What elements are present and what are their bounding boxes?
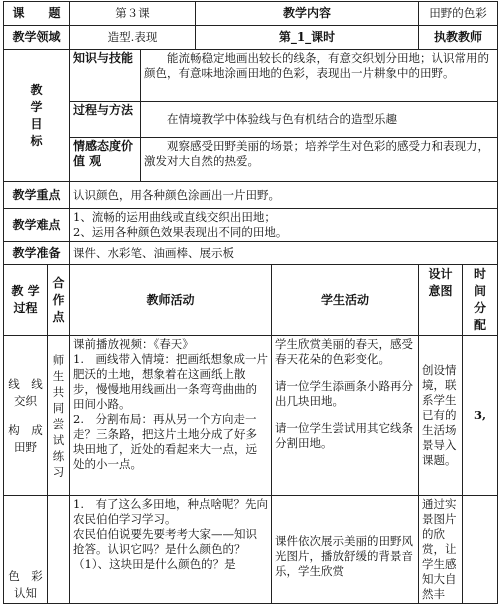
col-header-cooperation-text: 合 作 点 xyxy=(52,275,65,324)
col-header-process-text: 教 学 过程 xyxy=(11,284,40,315)
row1-process-line: 线 线 xyxy=(8,376,43,391)
preparation-text: 课件、水彩笔、油画棒、展示板 xyxy=(70,242,498,265)
objectives-label-text: 教 学 目 标 xyxy=(30,82,43,148)
objectives-label xyxy=(4,50,70,182)
row1-student-gap xyxy=(275,409,415,421)
objective-emotion-text: 观察感受田野美丽的场景；培养学生对色彩的感受力和表现力，激发对大自然的热爱。 xyxy=(141,138,498,182)
row2-process xyxy=(4,496,48,604)
lesson-value: 第３课 xyxy=(70,2,196,26)
col-header-time-text: 时 间 分 配 xyxy=(473,267,486,332)
col-header-design xyxy=(419,265,463,336)
row2-teacher-line: 农民伯伯说要先要考考大家——知识抢答。认识它吗？是什么颜色的？ xyxy=(73,527,257,556)
row1-teacher-line: 2. 分割布局：再从另一个方向走一走？三条路，把这片土地分成了好多块田地了，近处的看起来大一点，远处的小一点。 xyxy=(73,412,257,471)
difficulties-text xyxy=(70,209,498,242)
row1-process-gap xyxy=(7,410,44,422)
row2-process-line: 认知 xyxy=(14,586,37,600)
row1-student-line: 请一位学生尝试用其它线条分割田地。 xyxy=(275,421,413,450)
field-value: 造型.表现 xyxy=(70,26,196,50)
row1-student-gap xyxy=(275,367,415,379)
col-header-design-text: 设计 意图 xyxy=(428,267,453,298)
objective-process-text: 在情境教学中体验线与色有机结合的造型乐趣 xyxy=(141,102,498,138)
key-points-text: 认识颜色，用各种颜色涂画出一片田野。 xyxy=(70,182,498,209)
row1-teacher-line: 1. 画线带入情境：把画纸想象成一片肥沃的土地，想象着在这画纸上散步，慢慢地用线画出一条弯弯曲曲的田间小路。 xyxy=(73,352,268,411)
row1-student-line: 请一位学生添画条小路再分出几块田地。 xyxy=(275,379,413,408)
row2-student-line: 课件依次展示美丽的田野风光图片，播放舒缓的背景音乐，学生欣赏 xyxy=(275,534,413,578)
row1-time: 3, xyxy=(463,336,498,496)
row2-teacher xyxy=(70,496,272,604)
row2-time xyxy=(463,496,498,604)
period-value: 第_1_课时 xyxy=(196,26,419,50)
field-label: 教学领域 xyxy=(4,26,70,50)
difficulty-line: 2、运用各种颜色效果表现出不同的田地。 xyxy=(73,225,288,239)
row1-process-line: 田野 xyxy=(14,439,37,454)
col-header-student: 学生活动 xyxy=(272,265,419,336)
difficulty-line: 1、流畅的运用曲线或直线交织出田地； xyxy=(73,210,276,224)
key-points-label: 教学重点 xyxy=(4,182,70,209)
row2-teacher-line: （1）、这块田是什么颜色的？是 xyxy=(73,557,236,571)
row2-student xyxy=(272,496,419,604)
row1-teacher xyxy=(70,336,272,496)
row1-student-line: 学生欣赏美丽的春天，感受春天花朵的色彩变化。 xyxy=(275,337,413,366)
row2-teacher-line: 1. 有了这么多田地，种点啥呢？先向农民伯伯学习学习。 xyxy=(73,497,268,526)
objective-knowledge-text: 能流畅稳定地画出较长的线条，有意交织划分田地；认识常用的颜色，有意味地涂画田地的色彩，表现出一片耕象中的田野。 xyxy=(141,50,498,102)
objective-process-label: 过程与方法 xyxy=(70,102,141,138)
col-header-cooperation xyxy=(48,265,70,336)
row1-process xyxy=(4,336,48,496)
lesson-plan-table xyxy=(3,1,498,604)
objective-knowledge-label: 知识与技能 xyxy=(70,50,141,102)
col-header-teacher: 教师活动 xyxy=(70,265,272,336)
row2-design: 通过实景图片的欣赏，让学生感知大自然丰 xyxy=(419,496,463,604)
preparation-label: 教学准备 xyxy=(4,242,70,265)
row2-process-line: 色 彩 xyxy=(8,569,43,583)
row1-design: 创设情境，联系学生已有的生活场景导入课题。 xyxy=(419,336,463,496)
row2-cooperation xyxy=(48,496,70,604)
row1-cooperation xyxy=(48,336,70,496)
col-header-process xyxy=(4,265,48,336)
row1-teacher-line: 课前播放视频：《春天》 xyxy=(73,337,194,351)
col-header-time xyxy=(463,265,498,336)
teacher-label: 执教教师 xyxy=(419,26,498,50)
lesson-label: 课 题 xyxy=(4,2,70,26)
objective-emotion-label: 情感态度价值 观 xyxy=(70,138,141,182)
content-value: 田野的色彩 xyxy=(419,2,498,26)
row1-student xyxy=(272,336,419,496)
row1-process-line: 交织 xyxy=(14,393,37,408)
row1-cooperation-text: 师 生 共 同 尝 试 练 习 xyxy=(52,352,65,479)
content-label: 教学内容 xyxy=(196,2,419,26)
difficulties-label: 教学难点 xyxy=(4,209,70,242)
row1-process-line: 构 成 xyxy=(8,422,43,437)
